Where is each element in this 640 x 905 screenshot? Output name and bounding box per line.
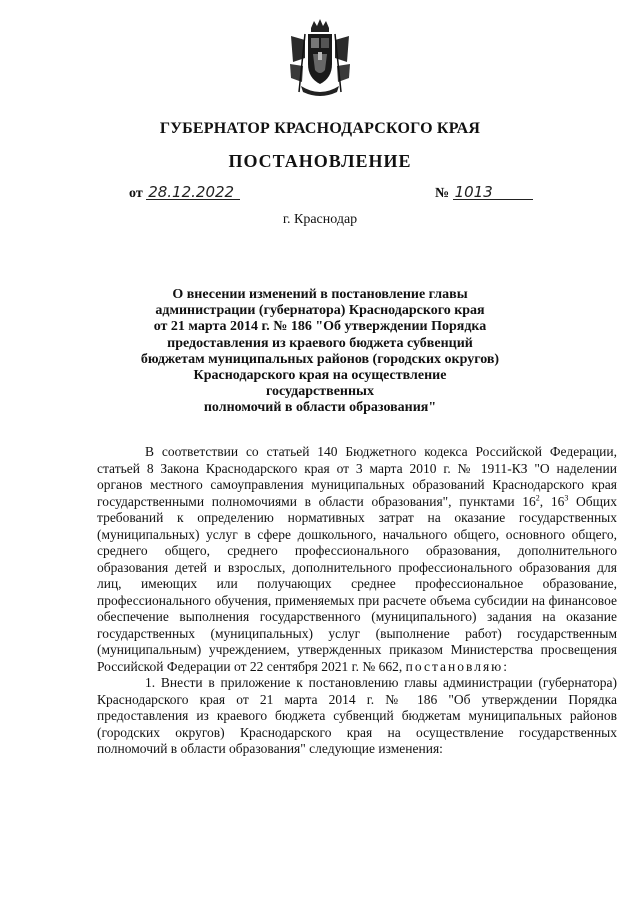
subject-line: бюджетам муниципальных районов (городских округов) — [140, 351, 500, 367]
subject-line: О внесении изменений в постановление главы — [172, 287, 468, 302]
decree-body — [97, 444, 617, 758]
preamble-text-b: , 16 — [539, 493, 565, 509]
number-value: 1013 — [453, 185, 533, 200]
subject-line: от 21 марта 2014 г. № 186 "Об утверждении Порядка — [153, 319, 487, 335]
subject-line: полномочий в области образования" — [203, 400, 437, 416]
number-prefix: № — [435, 186, 450, 201]
resolve-word: постановляю: — [405, 658, 509, 674]
clause-1-paragraph: 1. Внести в приложение к постановлению главы администрации (губернатора) Краснодарского края от 21 марта 2014 г. № 186 "Об утверждении Порядка предоставления из краевого бюджета субвенций бюджетам муниципальных районов (городских округов) Краснодарского края на осуществление государственных полномочий в области образования" следующие изменения: — [97, 675, 617, 756]
date-prefix: от — [129, 186, 143, 201]
superscript: 3 — [564, 493, 569, 502]
city-name: г. Краснодар — [282, 212, 358, 227]
preamble-paragraph — [97, 444, 617, 675]
superscript: 2 — [535, 493, 540, 502]
decree-date — [129, 185, 240, 202]
decree-number — [435, 185, 533, 202]
authority-title: ГУБЕРНАТОР КРАСНОДАРСКОГО КРАЯ — [159, 120, 481, 137]
preamble-text-a: В соответствии со статьей 140 Бюджетного кодекса Российской Федерации, статьей 8 Закона Краснодарского края от 3 марта 2010 г. № 1911-КЗ "О наделении органов местного самоуправления муниципальных образований Краснодарского края государственными полномочиями в области образования", пунктами 16 — [97, 444, 617, 509]
subject-line: предоставления из краевого бюджета субвенций — [167, 335, 473, 351]
document-type-title: ПОСТАНОВЛЕНИЕ — [228, 151, 412, 171]
subject-line: администрации (губернатора) Краснодарского края — [155, 303, 485, 319]
date-value: 28.12.2022 — [146, 185, 240, 200]
subject-line: Краснодарского края на осуществление государственных — [193, 368, 447, 400]
coat-of-arms-icon — [287, 18, 353, 100]
decree-subject — [140, 287, 500, 417]
preamble-text-c: Общих требований к определению нормативных затрат на оказание государственных (муниципальных) услуг в сфере дошкольного, начального общего, основного общего, среднего общего, среднего профессионального образования, дополнительного образования детей и взрослых, дополнительного профессионального образования для лиц, имеющих или получающих среднее профессиональное образование, профессионального обучения, применяемых при расчете объема субсидии на финансовое обеспечение выполнения государственного (муниципального) задания на оказание государственных (муниципальных) услуг (выполнение работ) государственным (муниципальным) учреждением, утвержденных приказом Министерства просвещения Российской Федерации от 22 сентября 2021 г. № 662, — [97, 493, 618, 674]
